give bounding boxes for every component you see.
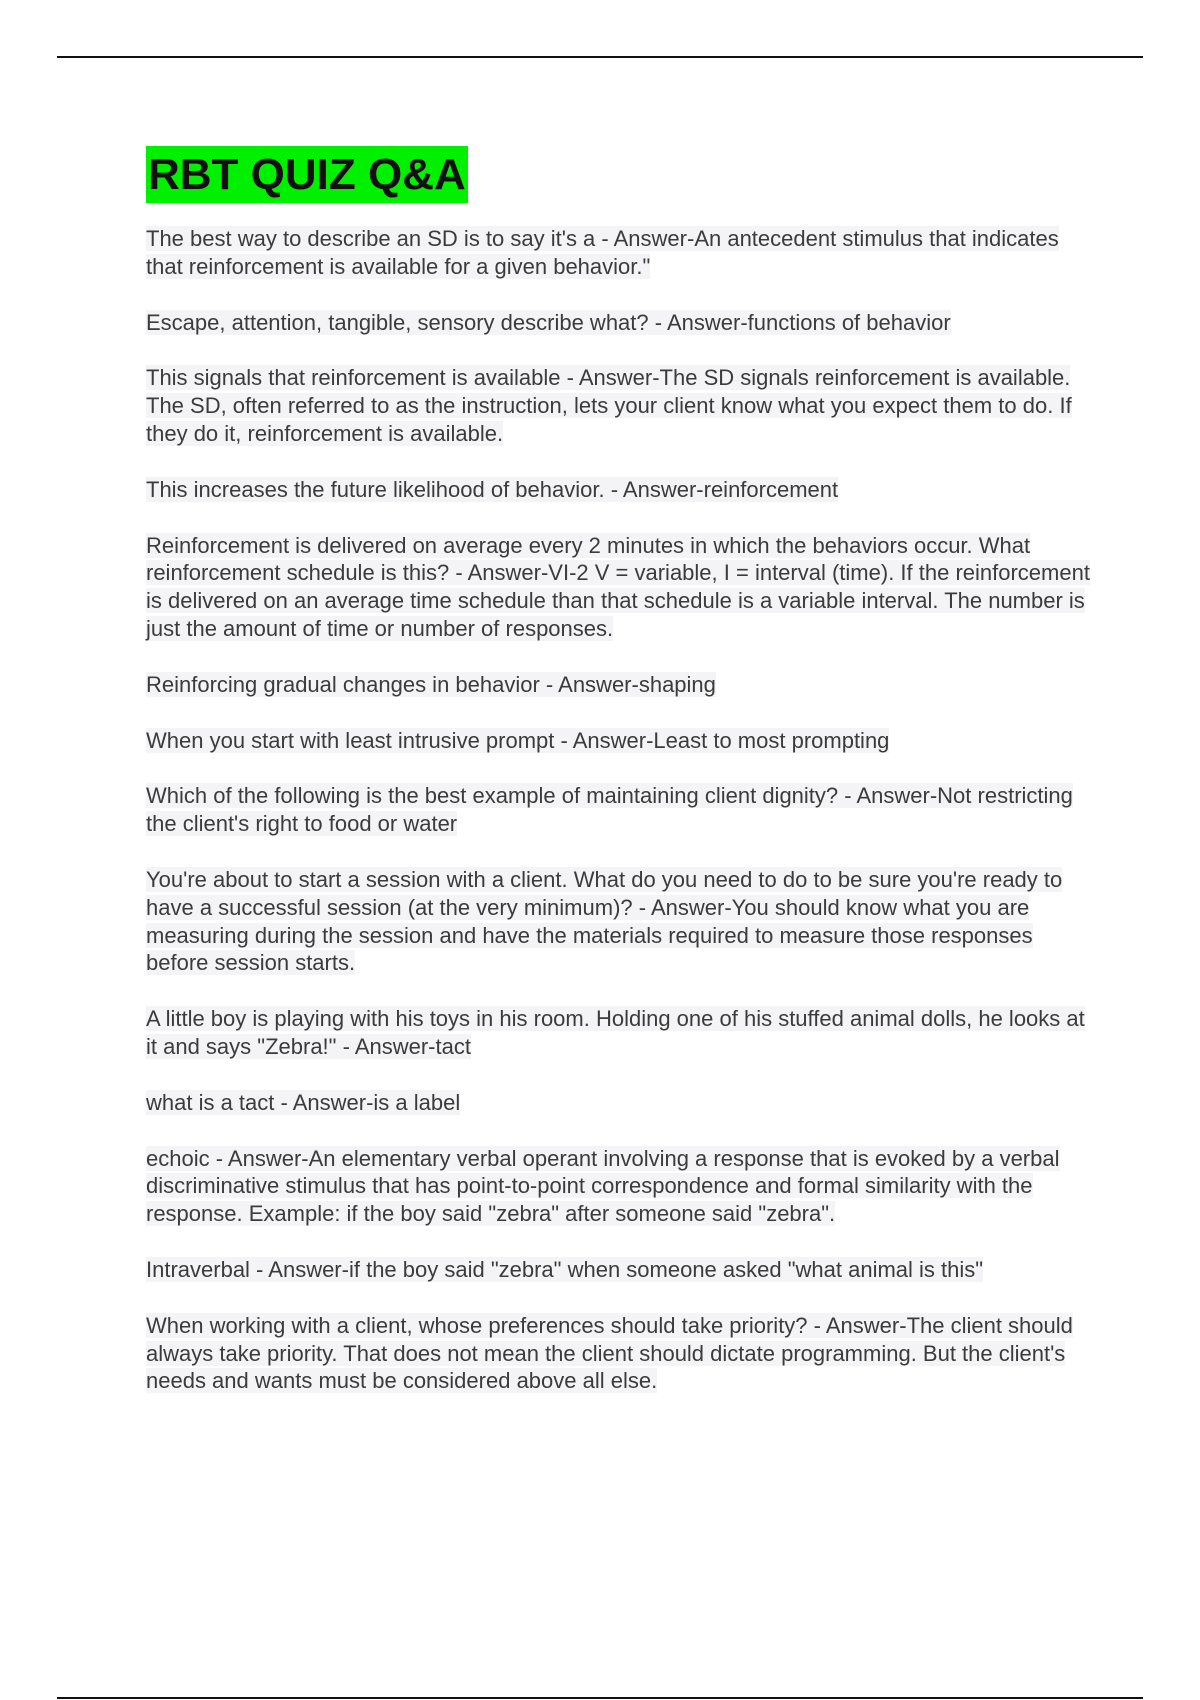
qa-text: You're about to start a session with a client. What do you need to do to be sure you're ready to have a successful session (at the very minimum)? - Answer-You should know what you are measuring during the session and have the materials required to measure those responses before session starts. (146, 866, 1063, 976)
qa-text: what is a tact - Answer-is a label (146, 1089, 461, 1115)
qa-text: A little boy is playing with his toys in his room. Holding one of his stuffed animal dolls, he looks at it and says "Zebra!" - Answer-tact (146, 1006, 1085, 1059)
qa-item (146, 476, 1096, 504)
qa-item (146, 1312, 1096, 1395)
qa-item (146, 225, 1096, 281)
qa-item (146, 1089, 1096, 1117)
qa-text: Reinforcement is delivered on average every 2 minutes in which the behaviors occur. What reinforcement schedule is this? - Answer-VI-2 V = variable, I = interval (time). If the reinforcement is delivered on an average time schedule than that schedule is a variable interval. The number is just the amount of time or number of responses. (146, 532, 1090, 641)
page-top-rule (57, 56, 1143, 58)
qa-text: Escape, attention, tangible, sensory describe what? - Answer-functions of behavior (146, 309, 951, 335)
qa-item (146, 671, 1096, 699)
qa-item (146, 364, 1096, 447)
qa-item (146, 1256, 1096, 1284)
qa-text: echoic - Answer-An elementary verbal operant involving a response that is evoked by a verbal discriminative stimulus that has point-to-point correspondence and formal similarity with the response. Example: if the boy said "zebra" after someone said "zebra". (146, 1145, 1060, 1227)
qa-text: Intraverbal - Answer-if the boy said "zebra" when someone asked "what animal is this" (146, 1256, 984, 1282)
qa-item (146, 727, 1096, 755)
qa-list (146, 225, 1096, 1395)
qa-text: This increases the future likelihood of behavior. - Answer-reinforcement (146, 476, 839, 502)
qa-item (146, 1145, 1096, 1228)
qa-text: Reinforcing gradual changes in behavior - Answer-shaping (146, 671, 716, 697)
qa-text: When working with a client, whose preferences should take priority? - Answer-The client should always take priority. That does not mean the client should dictate programming. But the client's needs and wants must be considered above all else. (146, 1312, 1073, 1394)
qa-item (146, 782, 1096, 838)
page-bottom-rule (57, 1697, 1143, 1699)
qa-text: Which of the following is the best example of maintaining client dignity? - Answer-Not restricting the client's right to food or water (146, 783, 1073, 837)
qa-text: The best way to describe an SD is to say it's a - Answer-An antecedent stimulus that indicates that reinforcement is available for a given behavior." (146, 226, 1059, 279)
qa-item (146, 866, 1096, 977)
document-body (146, 146, 1096, 1423)
document-title: RBT QUIZ Q&A (146, 146, 468, 203)
qa-text: This signals that reinforcement is available - Answer-The SD signals reinforcement is available. The SD, often referred to as the instruction, lets your client know what you expect them to do. If they do it, reinforcement is available. (146, 365, 1072, 446)
qa-text: When you start with least intrusive prompt - Answer-Least to most prompting (146, 727, 890, 753)
qa-item (146, 532, 1096, 643)
qa-item (146, 1005, 1096, 1061)
qa-item (146, 309, 1096, 337)
